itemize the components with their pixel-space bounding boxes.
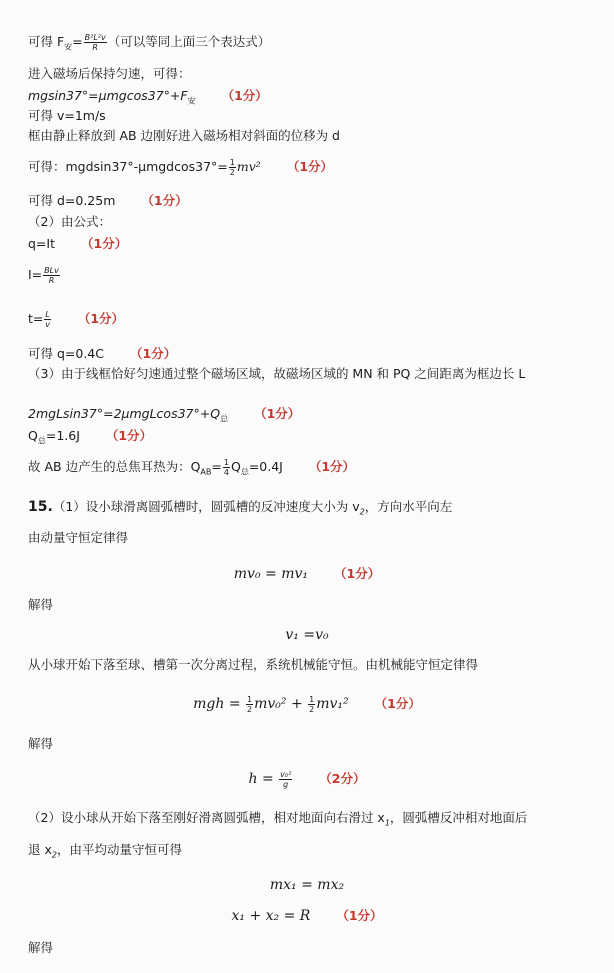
fraction	[223, 458, 230, 477]
fraction	[84, 33, 107, 52]
line-energy-formula	[0, 695, 614, 714]
score: （1分）	[286, 159, 334, 174]
denominator: R	[92, 43, 98, 52]
score: （2分）	[319, 771, 366, 786]
subscript: 总	[220, 414, 229, 424]
equation: v₁ =v₀	[285, 627, 329, 643]
fraction	[43, 266, 60, 285]
numerator: B²L²v	[84, 33, 106, 42]
text: 退 x	[28, 842, 52, 857]
line-energy-equation	[28, 158, 333, 177]
text: =1.6J	[45, 428, 80, 443]
line-sum-displacement	[0, 908, 614, 924]
score: （1分）	[334, 566, 381, 581]
line-q15-intro	[28, 499, 452, 515]
line-solve-1: 解得	[28, 597, 54, 612]
denominator: 2	[309, 705, 315, 714]
denominator: 4	[223, 468, 229, 477]
fraction	[279, 770, 292, 789]
fraction	[44, 310, 50, 329]
text: 故 AB 边产生的总焦耳热为：Q	[28, 459, 201, 474]
text: mv₁²	[316, 696, 349, 712]
numerator: BLv	[44, 266, 59, 275]
numerator: 1	[229, 158, 235, 167]
question-number: 15.	[28, 499, 53, 515]
denominator: g	[283, 780, 289, 789]
score: （1分）	[130, 346, 177, 361]
text: ，由平均动量守恒可得	[56, 842, 182, 857]
numerator: 1	[247, 695, 253, 704]
denominator: 2	[229, 168, 235, 177]
equation: 2mgLsin37°=2μmgLcos37°+Q	[28, 406, 221, 421]
text: q=It	[28, 236, 55, 251]
equation: mgsin37°=μmgcos37°+F	[28, 88, 188, 103]
subscript: 安	[187, 96, 196, 106]
equation: mx₁ = mx₂	[269, 877, 345, 893]
line-part2: （2）由公式：	[28, 214, 111, 229]
subscript: 2	[359, 507, 365, 517]
text: mv²	[236, 159, 261, 174]
equation: x₁ + x₂ = R	[231, 908, 311, 924]
line-velocity: 可得 v=1m/s	[28, 108, 106, 123]
text: （2）设小球从开始下落至刚好滑离圆弧槽，相对地面向右滑过 x	[28, 810, 385, 825]
line-uniform: 进入磁场后保持匀速，可得：	[28, 66, 191, 81]
score: （1分）	[77, 311, 125, 326]
text: ，圆弧槽反冲相对地面后	[389, 810, 528, 825]
denominator: R	[48, 276, 55, 285]
score: （1分）	[254, 406, 301, 421]
text: =0.4J	[248, 459, 283, 474]
line-part3: （3）由于线框恰好匀速通过整个磁场区域，故磁场区域的 MN 和 PQ 之间距离为框边长 L	[28, 366, 526, 381]
text: =	[72, 34, 83, 49]
line-v1-result	[0, 627, 614, 643]
line-balance-equation	[28, 88, 268, 104]
line-solve-3: 解得	[28, 940, 54, 955]
subscript: 2	[51, 850, 57, 860]
subscript: 1	[384, 818, 390, 828]
line-momentum-law: 由动量守恒定律得	[28, 530, 129, 545]
text: mgh =	[193, 696, 246, 712]
line-h-result	[0, 770, 614, 789]
subscript: 总	[240, 467, 249, 477]
numerator: 1	[309, 695, 315, 704]
equation: mv₀ = mv₁	[233, 566, 309, 582]
line-part2-cont	[28, 842, 182, 858]
line-force-expression	[28, 33, 270, 52]
line-d-result	[28, 193, 188, 209]
note: （可以等同上面三个表达式）	[107, 34, 271, 49]
score: （1分）	[221, 88, 268, 103]
line-heat-ab	[28, 458, 355, 477]
text: I=	[28, 267, 43, 282]
text: h =	[248, 771, 279, 787]
numerator: L	[45, 310, 50, 319]
text: 可得：mgdsin37°-μmgdcos37°=	[28, 159, 228, 174]
line-heat-total	[28, 428, 152, 444]
text: Q	[230, 459, 241, 474]
subscript: AB	[200, 467, 212, 477]
score: （1分）	[81, 236, 128, 251]
fraction	[246, 695, 253, 714]
line-q-result	[28, 346, 176, 362]
text: 可得 d=0.25m	[28, 193, 116, 208]
score: （1分）	[105, 428, 153, 443]
line-heat-equation	[28, 406, 300, 422]
text: 可得 q=0.4C	[28, 346, 104, 361]
denominator: 2	[247, 705, 253, 714]
score: （1分）	[374, 696, 421, 711]
score: （1分）	[336, 908, 383, 923]
denominator: v	[45, 320, 50, 329]
numerator: 1	[223, 458, 229, 467]
line-momentum-equation	[0, 566, 614, 582]
text: t=	[28, 311, 44, 326]
text: 可得 F	[28, 34, 65, 49]
text: mv₀² +	[254, 696, 308, 712]
line-avg-momentum	[0, 877, 614, 893]
score: （1分）	[308, 459, 356, 474]
line-energy-conservation: 从小球开始下落至球、槽第一次分离过程，系统机械能守恒。由机械能守恒定律得	[28, 657, 479, 672]
line-t-formula	[28, 310, 124, 329]
text: ，方向水平向左	[364, 499, 453, 514]
score: （1分）	[141, 193, 188, 208]
numerator: v₀²	[280, 770, 292, 779]
subscript: 总	[37, 436, 46, 446]
text: =	[211, 459, 222, 474]
text: Q	[28, 428, 38, 443]
subscript: 安	[64, 42, 73, 52]
line-solve-2: 解得	[28, 736, 54, 751]
fraction	[308, 695, 315, 714]
line-part2-intro	[28, 810, 527, 826]
line-q-formula	[28, 236, 127, 252]
line-i-formula	[28, 266, 61, 285]
fraction	[229, 158, 236, 177]
line-displacement: 框由静止释放到 AB 边刚好进入磁场相对斜面的位移为 d	[28, 128, 340, 143]
text: （1）设小球滑离圆弧槽时，圆弧槽的反冲速度大小为 v	[52, 499, 360, 514]
